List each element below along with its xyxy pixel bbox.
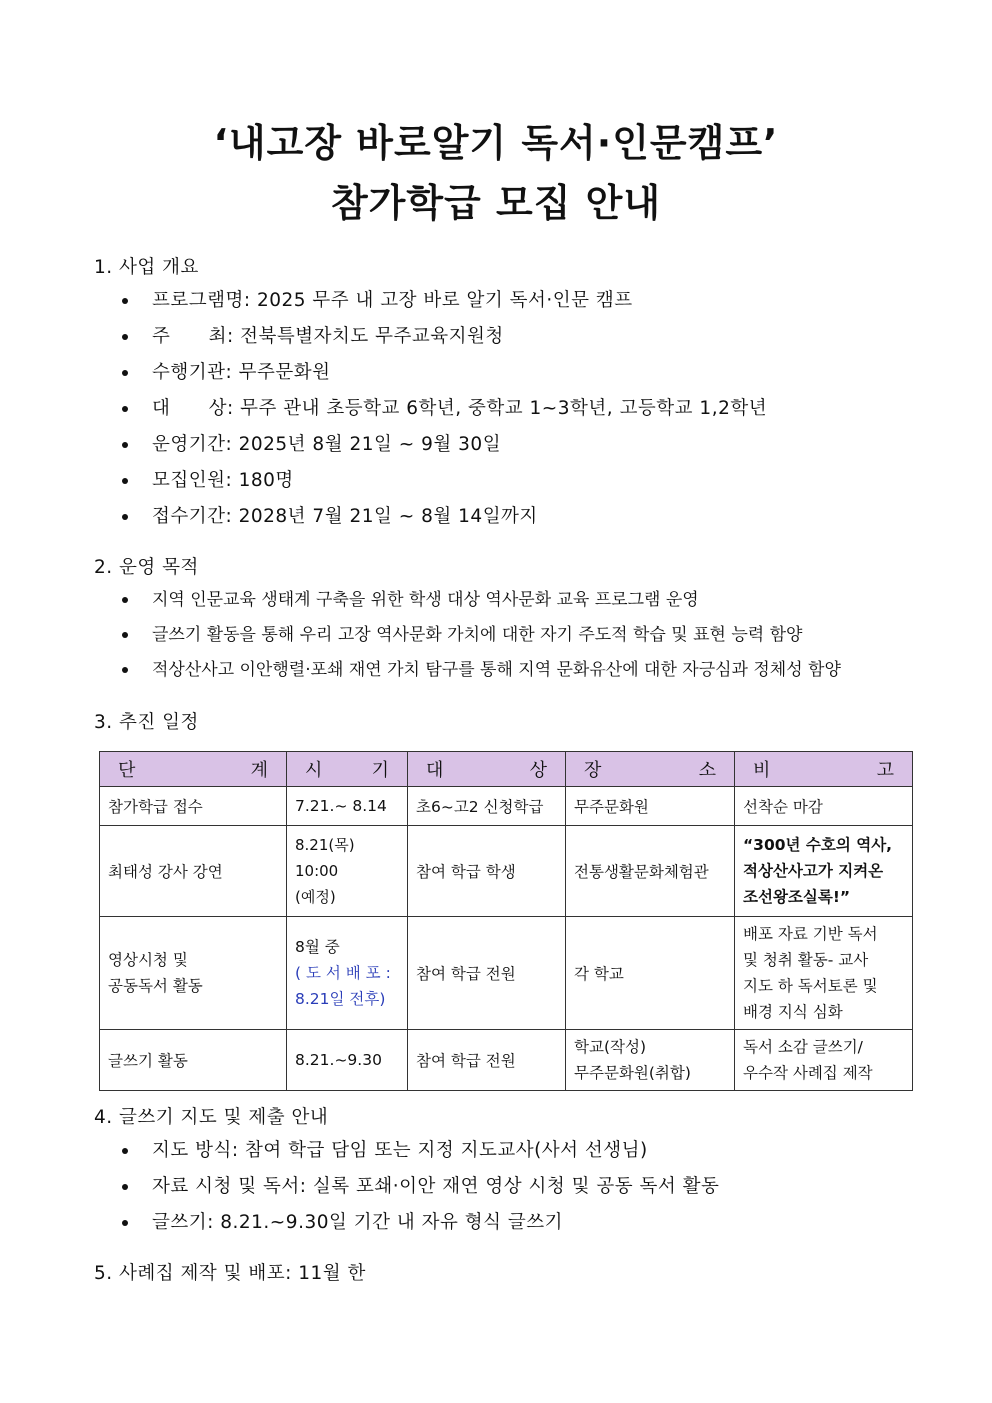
- cell-note: 배포 자료 기반 독서 및 청취 활동- 교사 지도 하 독서토론 및 배경 지식 심화: [735, 917, 913, 1030]
- cell-place: 전통생활문화체험관: [566, 826, 735, 917]
- list-item: 접수기간: 2028년 7월 21일 ~ 8월 14일까지: [118, 504, 767, 540]
- cell-target: 참여 학급 전원: [408, 1030, 566, 1091]
- bullet-icon: [122, 597, 128, 603]
- cell-target: 참여 학급 학생: [408, 826, 566, 917]
- schedule-table: [99, 751, 913, 1091]
- cell-place: 무주문화원: [566, 787, 735, 826]
- list-item: 수행기관: 무주문화원: [118, 360, 767, 396]
- cell-period: 7.21.~ 8.14: [287, 787, 408, 826]
- cell-period: 8월 중 ( 도 서 배 포 : 8.21일 전후): [287, 917, 408, 1030]
- cell-stage: 최태성 강사 강연: [100, 826, 287, 917]
- cell-period: 8.21.~9.30: [287, 1030, 408, 1091]
- list-item: 자료 시청 및 독서: 실록 포쇄·이안 재연 영상 시청 및 공동 독서 활동: [118, 1174, 719, 1210]
- bullet-icon: [122, 632, 128, 638]
- cell-stage: 영상시청 및 공동독서 활동: [100, 917, 287, 1030]
- column-header-note: 비 고: [735, 752, 913, 787]
- purpose-list: [118, 587, 841, 692]
- cell-stage: 참가학급 접수: [100, 787, 287, 826]
- column-header-period: 시 기: [287, 752, 408, 787]
- cell-place: 학교(작성) 무주문화원(취합): [566, 1030, 735, 1091]
- list-item: 적상산사고 이안행렬·포쇄 재연 가치 탐구를 통해 지역 문화유산에 대한 자긍심과 정체성 함양: [118, 657, 841, 692]
- document-title-line2: 참가학급 모집 안내: [330, 181, 662, 225]
- writing-guide-list: [118, 1138, 719, 1246]
- table-row: [100, 917, 913, 1030]
- bullet-icon: [122, 298, 128, 304]
- cell-target: 참여 학급 전원: [408, 917, 566, 1030]
- cell-period: 8.21(목) 10:00 (예정): [287, 826, 408, 917]
- table-header-row: [100, 752, 913, 787]
- column-header-place: 장 소: [566, 752, 735, 787]
- list-item: 주 최: 전북특별자치도 무주교육지원청: [118, 324, 767, 360]
- cell-target: 초6~고2 신청학급: [408, 787, 566, 826]
- list-item: 지역 인문교육 생태계 구축을 위한 학생 대상 역사문화 교육 프로그램 운영: [118, 587, 841, 622]
- list-item: 지도 방식: 참여 학급 담임 또는 지정 지도교사(사서 선생님): [118, 1138, 719, 1174]
- document-title-line1: ‘내고장 바로알기 독서·인문캠프’: [213, 121, 779, 165]
- bullet-icon: [122, 442, 128, 448]
- table-row: [100, 787, 913, 826]
- bullet-icon: [122, 667, 128, 673]
- bullet-icon: [122, 370, 128, 376]
- cell-note: 독서 소감 글쓰기/ 우수작 사례집 제작: [735, 1030, 913, 1091]
- list-item: 모집인원: 180명: [118, 468, 767, 504]
- section-heading-writing-guide: 4. 글쓰기 지도 및 제출 안내: [94, 1107, 329, 1128]
- list-item: 글쓰기: 8.21.~9.30일 기간 내 자유 형식 글쓰기: [118, 1210, 719, 1246]
- bullet-icon: [122, 1184, 128, 1190]
- bullet-icon: [122, 334, 128, 340]
- cell-stage: 글쓰기 활동: [100, 1030, 287, 1091]
- bullet-icon: [122, 514, 128, 520]
- bullet-icon: [122, 1148, 128, 1154]
- bullet-icon: [122, 478, 128, 484]
- section-heading-overview: 1. 사업 개요: [94, 257, 199, 278]
- bullet-icon: [122, 1220, 128, 1226]
- list-item: 운영기간: 2025년 8월 21일 ~ 9월 30일: [118, 432, 767, 468]
- section-heading-casebook: 5. 사례집 제작 및 배포: 11월 한: [94, 1263, 366, 1284]
- cell-note: “300년 수호의 역사, 적상산사고가 지켜온 조선왕조실록!”: [735, 826, 913, 917]
- table-row: [100, 826, 913, 917]
- section-heading-purpose: 2. 운영 목적: [94, 557, 199, 578]
- cell-note: 선착순 마감: [735, 787, 913, 826]
- column-header-target: 대 상: [408, 752, 566, 787]
- section-heading-schedule: 3. 추진 일정: [94, 712, 199, 733]
- bullet-icon: [122, 406, 128, 412]
- column-header-stage: 단 계: [100, 752, 287, 787]
- table-row: [100, 1030, 913, 1091]
- list-item: 프로그램명: 2025 무주 내 고장 바로 알기 독서·인문 캠프: [118, 288, 767, 324]
- overview-list: [118, 288, 767, 540]
- cell-place: 각 학교: [566, 917, 735, 1030]
- list-item: 글쓰기 활동을 통해 우리 고장 역사문화 가치에 대한 자기 주도적 학습 및 표현 능력 함양: [118, 622, 841, 657]
- list-item: 대 상: 무주 관내 초등학교 6학년, 중학교 1~3학년, 고등학교 1,2학년: [118, 396, 767, 432]
